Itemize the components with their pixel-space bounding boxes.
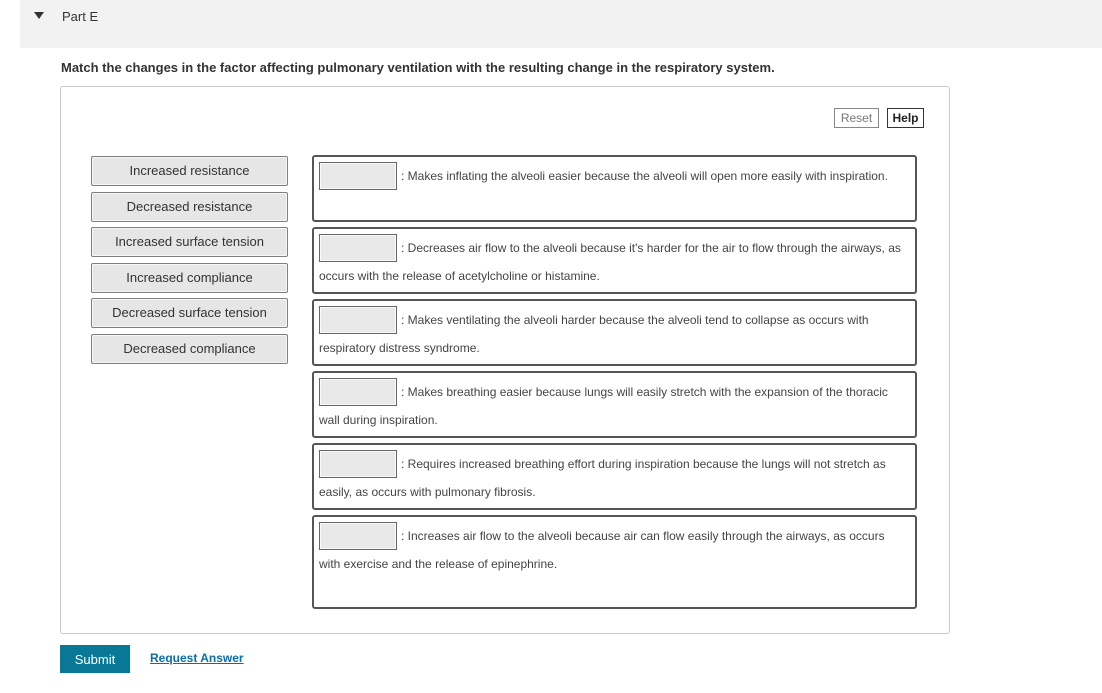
drop-zone[interactable] (319, 234, 397, 262)
drop-zone[interactable] (319, 162, 397, 190)
drop-zone[interactable] (319, 450, 397, 478)
drag-label[interactable]: Increased surface tension (91, 227, 288, 257)
target-text: : Makes breathing easier because lungs will easily stretch with the expansion of the thoracic wall during inspiration. (319, 385, 888, 427)
drop-zone[interactable] (319, 522, 397, 550)
collapse-caret-icon[interactable] (34, 12, 44, 19)
target-text: : Decreases air flow to the alveoli because it's harder for the air to flow through the airways, as occurs with the release of acetylcholine or histamine. (319, 241, 901, 283)
match-target (312, 155, 917, 222)
target-text: : Requires increased breathing effort during inspiration because the lungs will not stretch as easily, as occurs with pulmonary fibrosis. (319, 457, 886, 499)
drag-label[interactable]: Increased resistance (91, 156, 288, 186)
match-target (312, 227, 917, 294)
drag-label[interactable]: Decreased resistance (91, 192, 288, 222)
drag-label[interactable]: Increased compliance (91, 263, 288, 293)
match-target (312, 515, 917, 609)
drop-zone[interactable] (319, 378, 397, 406)
match-target (312, 443, 917, 510)
help-button[interactable]: Help (887, 108, 924, 128)
match-target (312, 299, 917, 366)
target-text: : Increases air flow to the alveoli because air can flow easily through the airways, as occurs with exercise and the release of epinephrine. (319, 529, 885, 571)
submit-button[interactable]: Submit (60, 645, 130, 673)
target-text: : Makes ventilating the alveoli harder because the alveoli tend to collapse as occurs with respiratory distress syndrome. (319, 313, 869, 355)
part-title: Part E (62, 9, 99, 24)
drop-zone[interactable] (319, 306, 397, 334)
request-answer-link[interactable]: Request Answer (150, 651, 244, 665)
drag-label[interactable]: Decreased compliance (91, 334, 288, 364)
drag-label[interactable]: Decreased surface tension (91, 298, 288, 328)
reset-button[interactable]: Reset (834, 108, 879, 128)
target-text: : Makes inflating the alveoli easier because the alveoli will open more easily with inspiration. (401, 169, 888, 183)
match-target (312, 371, 917, 438)
question-prompt: Match the changes in the factor affecting pulmonary ventilation with the resulting change in the respiratory system. (61, 60, 775, 75)
part-header[interactable] (20, 0, 1102, 48)
